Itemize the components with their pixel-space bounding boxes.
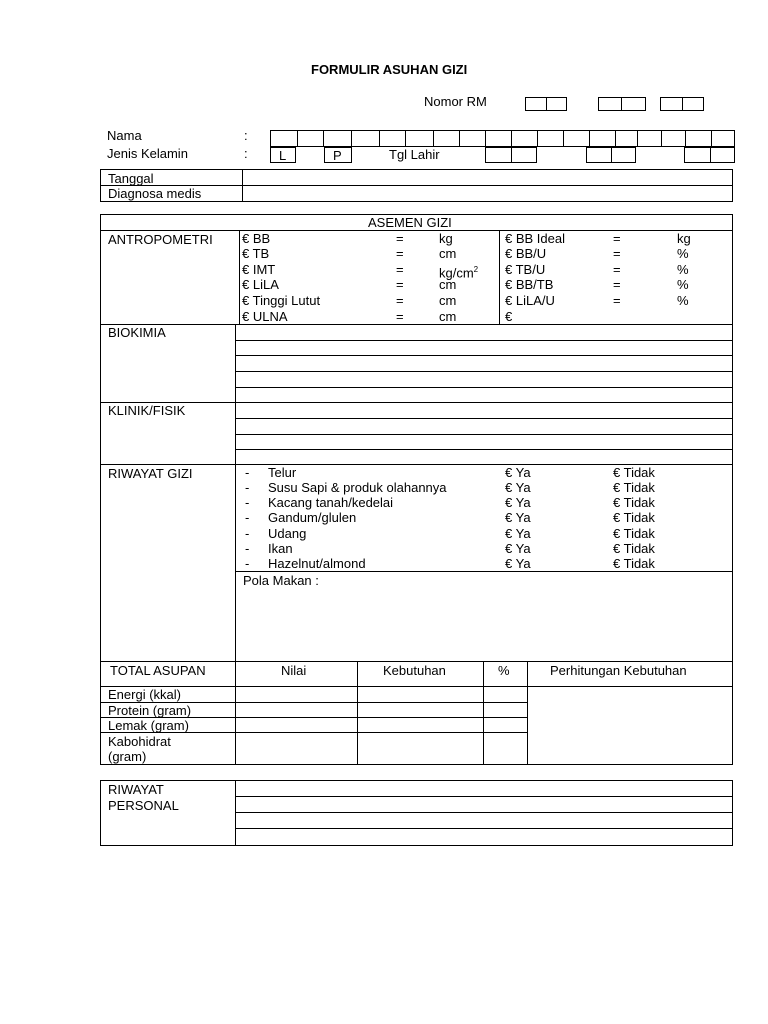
tgl-lahir-month-box[interactable] — [586, 147, 636, 163]
asesmen-gizi-table — [100, 214, 733, 662]
antro-left-unit: cm — [439, 309, 457, 324]
antro-left-label: € IMT — [242, 262, 276, 277]
asupan-header-kebutuhan: Kebutuhan — [383, 663, 446, 678]
gender-l-box[interactable] — [270, 147, 296, 163]
asupan-row-label: Kabohidrat — [108, 734, 171, 749]
antro-right-label: € BB/TB — [505, 277, 554, 292]
gizi-item-ya[interactable]: € Ya — [505, 556, 531, 571]
antro-right-unit: % — [677, 277, 689, 292]
gizi-item-name: Susu Sapi & produk olahannya — [268, 480, 447, 495]
antro-left-eq: = — [396, 231, 404, 246]
nama-colon: : — [244, 128, 248, 143]
antro-left-label: € TB — [242, 246, 270, 261]
gizi-item-ya[interactable]: € Ya — [505, 510, 531, 525]
gizi-item-name: Gandum/glulen — [268, 510, 357, 525]
antro-right-eq: = — [613, 231, 621, 246]
klinik-fisik-label: KLINIK/FISIK — [108, 403, 186, 418]
gizi-item-tidak[interactable]: € Tidak — [613, 556, 655, 571]
gizi-item-tidak[interactable]: € Tidak — [613, 541, 655, 556]
antro-left-label: € LiLA — [242, 277, 279, 292]
antro-left-eq: = — [396, 277, 404, 292]
gizi-item-dash: - — [245, 495, 250, 510]
gizi-item-dash: - — [245, 526, 250, 541]
asupan-row-label: Lemak (gram) — [108, 718, 189, 733]
gizi-item-ya[interactable]: € Ya — [505, 480, 531, 495]
antro-right-unit: % — [677, 246, 689, 261]
antro-left-label: € BB — [242, 231, 271, 246]
antro-left-unit: cm — [439, 277, 457, 292]
gizi-item-tidak[interactable]: € Tidak — [613, 480, 655, 495]
gizi-item-dash: - — [245, 510, 250, 525]
imt-unit-sup: 2 — [473, 265, 479, 274]
antro-left-unit: cm — [439, 293, 457, 308]
nama-label: Nama — [107, 128, 142, 143]
gizi-item-dash: - — [245, 480, 250, 495]
antro-right-label: € — [505, 309, 513, 324]
total-asupan-table — [100, 661, 733, 765]
jenis-kelamin-colon: : — [244, 146, 248, 161]
tgl-lahir-year-box[interactable] — [684, 147, 735, 163]
biokimia-label: BIOKIMIA — [108, 325, 166, 340]
antro-right-label: € TB/U — [505, 262, 546, 277]
antro-left-eq: = — [396, 309, 404, 324]
asupan-header-percent: % — [498, 663, 510, 678]
tanggal-label: Tanggal — [108, 171, 154, 186]
gizi-item-name: Hazelnut/almond — [268, 556, 366, 571]
antro-left-eq: = — [396, 293, 404, 308]
asupan-row-label: Energi (kkal) — [108, 687, 181, 702]
gizi-item-ya[interactable]: € Ya — [505, 465, 531, 480]
riwayat-personal-label-2: PERSONAL — [108, 798, 179, 813]
riwayat-gizi-label: RIWAYAT GIZI — [108, 466, 193, 481]
antro-left-label: € Tinggi Lutut — [242, 293, 321, 308]
gizi-item-name: Ikan — [268, 541, 293, 556]
asupan-row-label: Protein (gram) — [108, 703, 192, 718]
tgl-lahir-day-box[interactable] — [485, 147, 537, 163]
gizi-item-tidak[interactable]: € Tidak — [613, 495, 655, 510]
nomor-rm-label: Nomor RM — [424, 94, 487, 109]
antro-left-unit: cm — [439, 246, 457, 261]
asesmen-gizi-header: ASEMEN GIZI — [368, 215, 452, 230]
gizi-item-ya[interactable]: € Ya — [505, 541, 531, 556]
antro-right-unit: kg — [677, 231, 691, 246]
gender-l-label: L — [279, 148, 287, 163]
imt-unit-text: kg/cm — [439, 265, 474, 281]
asupan-header-perhitungan: Perhitungan Kebutuhan — [550, 663, 687, 678]
gizi-item-dash: - — [245, 556, 250, 571]
antro-right-eq: = — [613, 293, 621, 308]
antro-left-label: € ULNA — [242, 309, 288, 324]
gizi-item-name: Udang — [268, 526, 307, 541]
nomor-rm-box-2[interactable] — [598, 97, 646, 111]
antro-right-label: € LiLA/U — [505, 293, 555, 308]
nomor-rm-box-1[interactable] — [525, 97, 567, 111]
gender-p-box[interactable] — [324, 147, 352, 163]
antro-right-label: € BB Ideal — [505, 231, 565, 246]
antro-right-eq: = — [613, 246, 621, 261]
tgl-lahir-label: Tgl Lahir — [389, 147, 440, 162]
antro-right-unit: % — [677, 293, 689, 308]
antro-left-eq: = — [396, 246, 404, 261]
gizi-item-tidak[interactable]: € Tidak — [613, 510, 655, 525]
diagnosa-medis-label: Diagnosa medis — [108, 186, 202, 201]
gizi-item-ya[interactable]: € Ya — [505, 495, 531, 510]
asupan-header-nilai: Nilai — [281, 663, 307, 678]
antro-right-eq: = — [613, 277, 621, 292]
gizi-item-name: Kacang tanah/kedelai — [268, 495, 394, 510]
antro-left-eq: = — [396, 262, 404, 277]
antro-right-label: € BB/U — [505, 246, 547, 261]
nomor-rm-box-3[interactable] — [660, 97, 704, 111]
antropometri-label: ANTROPOMETRI — [108, 232, 213, 247]
gizi-item-tidak[interactable]: € Tidak — [613, 526, 655, 541]
pola-makan-label: Pola Makan : — [243, 573, 319, 588]
asupan-row-label: (gram) — [108, 749, 147, 764]
form-title: FORMULIR ASUHAN GIZI — [311, 62, 468, 77]
gizi-item-dash: - — [245, 465, 250, 480]
riwayat-personal-label-1: RIWAYAT — [108, 782, 164, 797]
gizi-item-dash: - — [245, 541, 250, 556]
nama-input-grid[interactable] — [270, 130, 735, 147]
gizi-item-name: Telur — [268, 465, 297, 480]
asupan-header-total: TOTAL ASUPAN — [110, 663, 206, 678]
gizi-item-tidak[interactable]: € Tidak — [613, 465, 655, 480]
antro-right-eq: = — [613, 262, 621, 277]
antro-right-unit: % — [677, 262, 689, 277]
jenis-kelamin-label: Jenis Kelamin — [107, 146, 188, 161]
tanggal-diagnosa-table — [100, 169, 733, 202]
riwayat-personal-table — [100, 780, 733, 846]
gizi-item-ya[interactable]: € Ya — [505, 526, 531, 541]
gender-p-label: P — [333, 148, 342, 163]
antro-left-unit: kg — [439, 231, 453, 246]
